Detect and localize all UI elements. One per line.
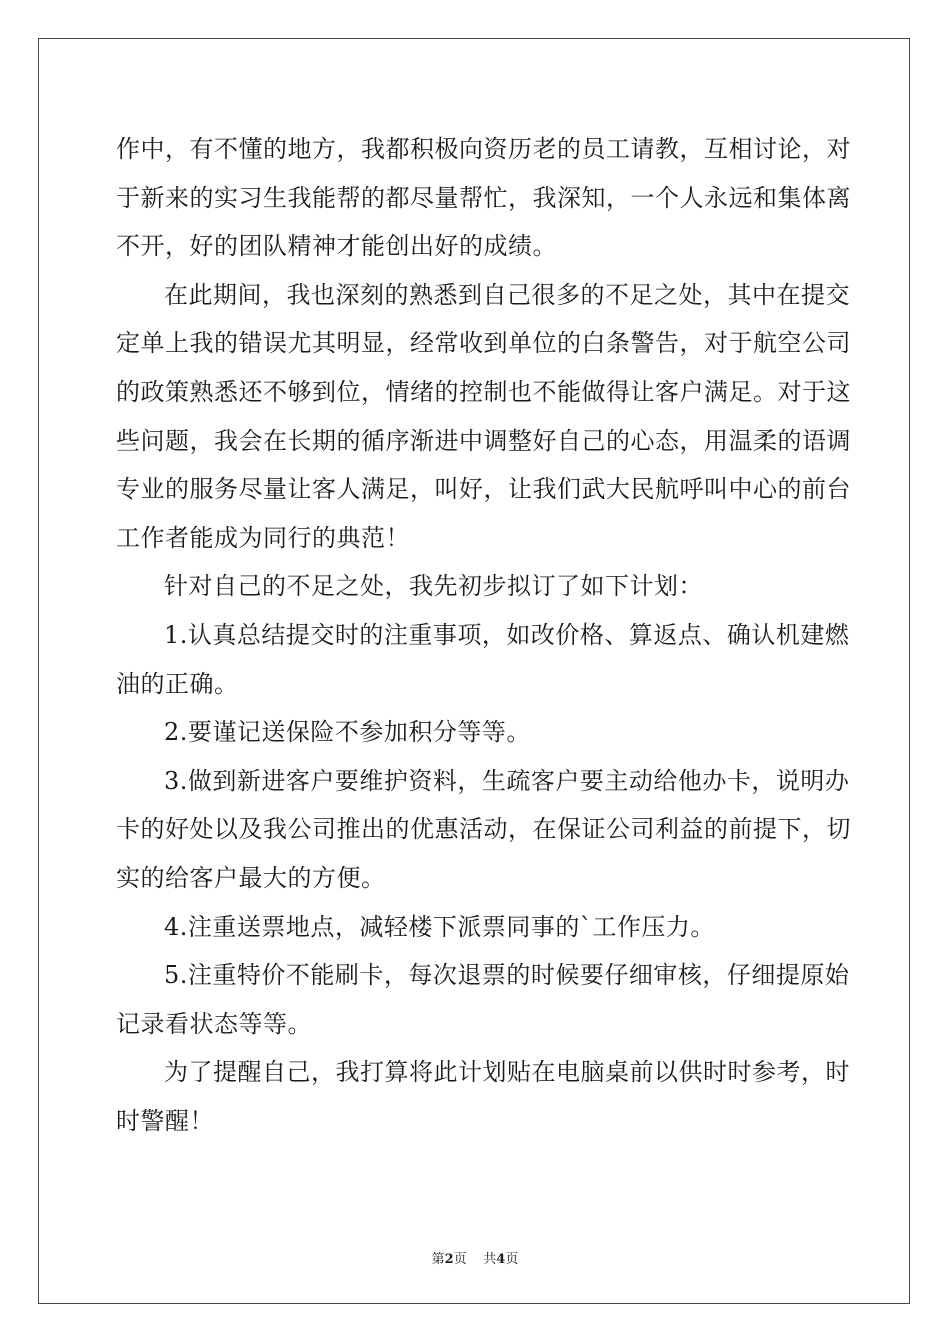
paragraph	[116, 757, 851, 903]
text-line: 为了提醒自己，我打算将此计划贴在电脑桌前以供时时参考，时	[164, 1058, 850, 1087]
paragraph	[116, 271, 851, 563]
paragraph	[116, 951, 850, 1048]
page-label-prefix: 第	[431, 1252, 445, 1267]
text-line: 工作者能成为同行的典范！	[116, 523, 410, 552]
text-line: 2.要谨记送保险不参加积分等等。	[164, 718, 531, 747]
total-label-suffix: 页	[505, 1252, 519, 1267]
text-line: 不开，好的团队精神才能创出好的成绩。	[116, 232, 557, 261]
text-line: 针对自己的不足之处，我先初步拟订了如下计划：	[164, 572, 703, 601]
text-line: 4.注重送票地点，减轻楼下派票同事的`工作压力。	[164, 912, 715, 941]
paragraph	[116, 1048, 850, 1145]
text-line: 1.认真总结提交时的注重事项，如改价格、算返点、确认机建燃	[164, 620, 850, 649]
text-line: 记录看状态等等。	[116, 1009, 312, 1038]
text-line: 3.做到新进客户要维护资料，生疏客户要主动给他办卡，说明办	[164, 766, 850, 795]
text-line: 时警醒！	[116, 1106, 214, 1135]
page-number: 2	[444, 1252, 454, 1267]
text-line: 的政策熟悉还不够到位，情绪的控制也不能做得让客户满足。对于这	[116, 377, 851, 406]
text-line: 5.注重特价不能刷卡，每次退票的时候要仔细审核，仔细提原始	[164, 961, 850, 990]
paragraph	[116, 708, 836, 757]
paragraph	[116, 611, 850, 708]
text-line: 实的给客户最大的方便。	[116, 863, 386, 892]
page-footer	[0, 1248, 950, 1267]
text-line: 卡的好处以及我公司推出的优惠活动，在保证公司利益的前提下，切	[116, 815, 851, 844]
page-label-suffix: 页	[453, 1252, 467, 1267]
text-line: 作中，有不懂的地方，我都积极向资历老的员工请教，互相讨论，对	[116, 135, 851, 163]
text-line: 于新来的实习生我能帮的都尽量帮忙，我深知，一个人永远和集体离	[116, 183, 851, 212]
text-line: 些问题，我会在长期的循序渐进中调整好自己的心态，用温柔的语调	[116, 426, 851, 455]
paragraph	[116, 125, 851, 271]
text-line: 在此期间，我也深刻的熟悉到自己很多的不足之处，其中在提交	[164, 280, 850, 309]
paragraph	[116, 562, 836, 611]
text-line: 定单上我的错误尤其明显，经常收到单位的白条警告，对于航空公司	[116, 329, 851, 358]
total-pages: 4	[496, 1252, 506, 1267]
paragraph	[116, 903, 836, 952]
text-line: 专业的服务尽量让客人满足，叫好，让我们武大民航呼叫中心的前台	[116, 475, 851, 504]
text-line: 油的正确。	[116, 669, 239, 698]
document-body	[116, 125, 851, 1145]
total-label-prefix: 共	[483, 1252, 497, 1267]
